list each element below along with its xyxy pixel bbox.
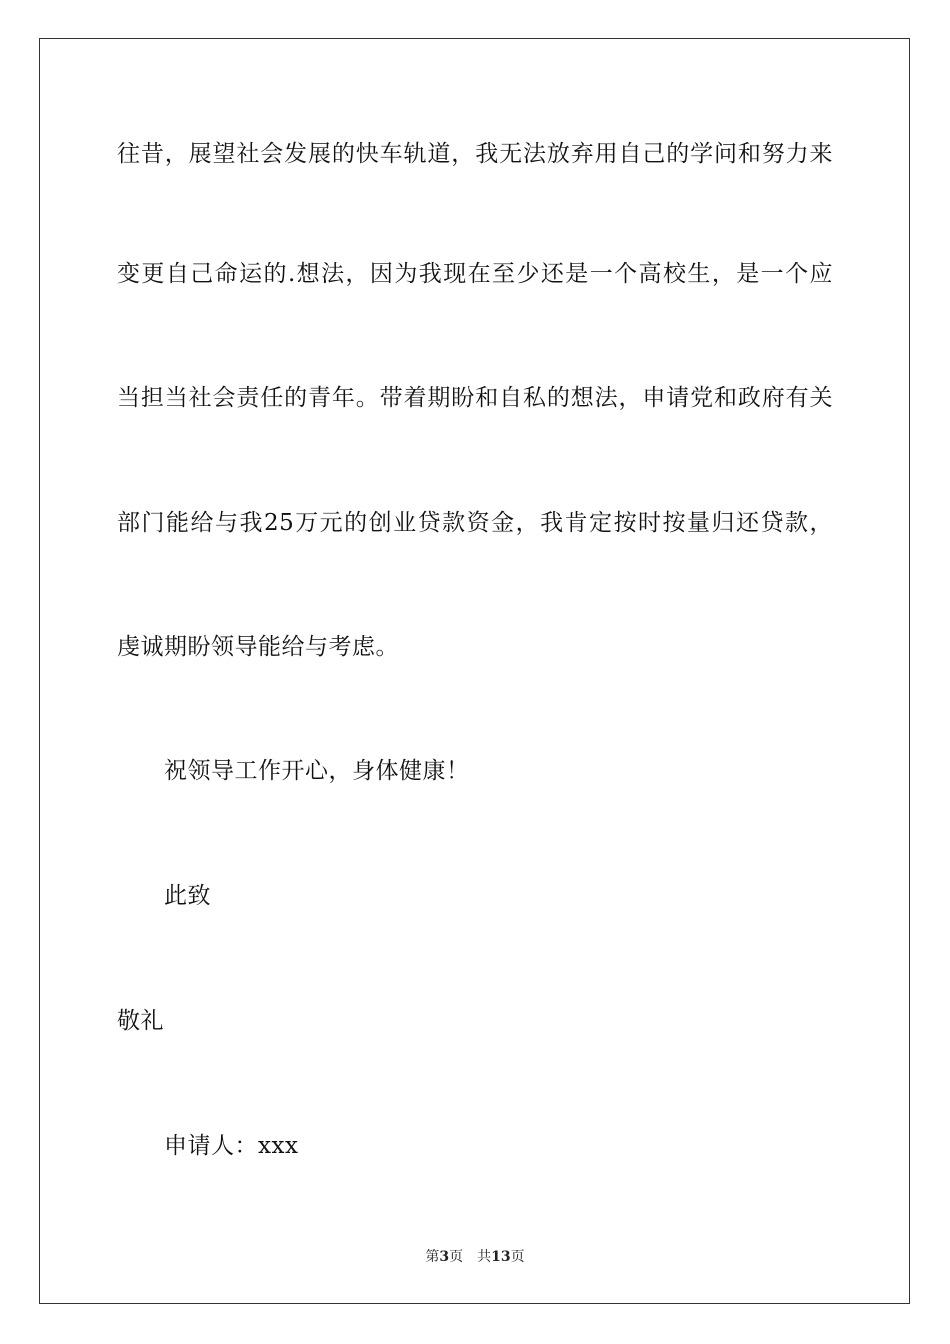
body-line-4: 部门能给与我25万元的创业贷款资金，我肯定按时按量归还贷款，: [117, 510, 833, 536]
footer-current-page: 3: [439, 1249, 450, 1265]
footer-page-suffix: 页: [449, 1249, 464, 1265]
applicant-line: 申请人：xxx: [164, 1133, 299, 1159]
footer-page-prefix: 第: [425, 1249, 440, 1265]
footer-total-prefix: 共: [477, 1249, 492, 1265]
body-line-2: 变更自己命运的.想法，因为我现在至少还是一个高校生，是一个应: [117, 261, 833, 287]
page-border: [39, 38, 910, 1304]
footer-total-pages: 13: [491, 1249, 511, 1265]
page-footer: [0, 1248, 950, 1266]
salutation-line: 此致: [164, 883, 211, 909]
body-line-5: 虔诚期盼领导能给与考虑。: [117, 634, 399, 660]
wish-line: 祝领导工作开心，身体健康！: [164, 758, 470, 784]
body-line-1: 往昔，展望社会发展的快车轨道，我无法放弃用自己的学问和努力来: [117, 141, 833, 167]
body-line-3: 当担当社会责任的青年。带着期盼和自私的想法，申请党和政府有关: [117, 385, 833, 411]
regards-line: 敬礼: [117, 1008, 164, 1034]
footer-total-suffix: 页: [510, 1249, 525, 1265]
